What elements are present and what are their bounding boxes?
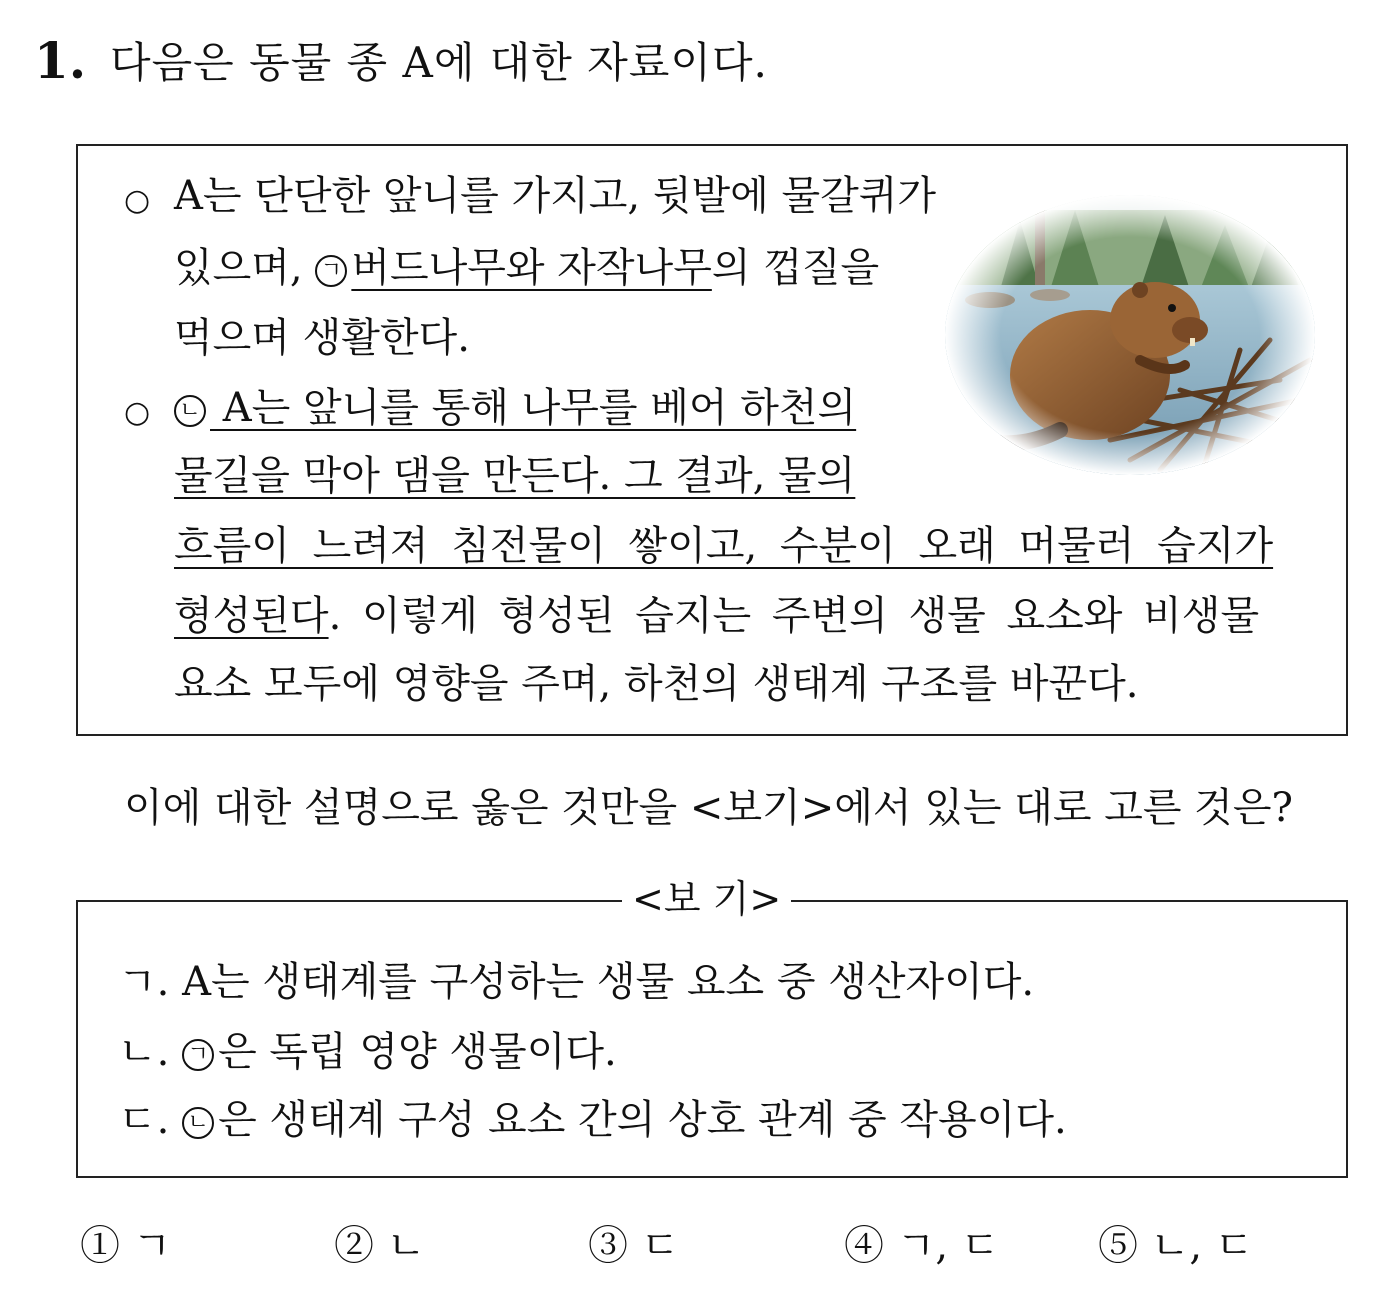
bogi-item-3-text: 은 생태계 구성 요소 간의 상호 관계 중 작용이다.	[218, 1097, 1067, 1143]
option-3-text: ㄷ	[640, 1223, 680, 1269]
bullet-2-icon: ○	[124, 395, 151, 430]
bullet-2-underlined-1: A는 앞니를 통해 나무를 베어 하천의	[210, 385, 857, 431]
bullet-2-line-2: 물길을 막아 댐을 만든다. 그 결과, 물의	[174, 453, 856, 499]
option-5-text: ㄴ, ㄷ	[1150, 1223, 1254, 1269]
option-5[interactable]	[1098, 1223, 1254, 1269]
option-2[interactable]	[334, 1223, 426, 1269]
question-number: 1.	[34, 31, 87, 90]
bullet-1-icon: ○	[124, 183, 151, 218]
beaver-illustration	[940, 190, 1320, 480]
bogi-item-1-label: ㄱ.	[118, 959, 170, 1005]
bogi-item-1-text: A는 생태계를 구성하는 생물 요소 중 생산자이다.	[169, 959, 1035, 1005]
bogi-title: <보 기>	[622, 880, 791, 918]
bullet-1-line-3: 먹으며 생활한다.	[174, 315, 470, 361]
beaver-image	[940, 190, 1320, 480]
underlined-trees: 버드나무와 자작나무	[351, 245, 712, 291]
bogi-item-1	[118, 959, 1035, 1005]
option-5-number: ⑤	[1098, 1223, 1138, 1269]
option-4-number: ④	[844, 1223, 884, 1269]
marker-nieun: ㄴ	[174, 395, 206, 427]
bullet-1-line-2-post: 의 껍질을	[711, 245, 880, 291]
bullet-2-line-4-rest: . 이렇게 형성된 습지는 주변의 생물 요소와 비생물	[328, 593, 1260, 639]
option-1-text: ㄱ	[132, 1223, 172, 1269]
question-title: 다음은 동물 종 A에 대한 자료이다.	[110, 38, 768, 87]
bullet-2-line-5: 요소 모두에 영향을 주며, 하천의 생태계 구조를 바꾼다.	[174, 661, 1139, 707]
marker-giyeok: ㄱ	[315, 255, 347, 287]
bogi-item-3	[118, 1097, 1067, 1143]
option-2-number: ②	[334, 1223, 374, 1269]
bullet-2-line-3: 흐름이 느려져 침전물이 쌓이고, 수분이 오래 머물러 습지가	[174, 523, 1274, 569]
option-2-text: ㄴ	[386, 1223, 426, 1269]
bogi-item-2-text: 은 독립 영양 생물이다.	[218, 1029, 617, 1075]
option-1-number: ①	[80, 1223, 120, 1269]
bullet-1-line-2-pre: 있으며,	[174, 245, 316, 291]
option-3-number: ③	[588, 1223, 628, 1269]
option-4-text: ㄱ, ㄷ	[896, 1223, 1000, 1269]
bogi-item-3-space	[169, 1097, 182, 1143]
question-prompt: 이에 대한 설명으로 옳은 것만을 <보기>에서 있는 대로 고른 것은?	[124, 785, 1293, 831]
bogi-marker-giyeok: ㄱ	[182, 1039, 214, 1071]
bogi-item-3-label: ㄷ.	[118, 1097, 170, 1143]
bullet-1-line-1: A는 단단한 앞니를 가지고, 뒷발에 물갈퀴가	[174, 173, 937, 219]
bogi-item-2-space	[169, 1029, 182, 1075]
bullet-2-line-1	[174, 385, 857, 431]
bogi-item-2-label: ㄴ.	[118, 1029, 170, 1075]
bogi-marker-nieun: ㄴ	[182, 1107, 214, 1139]
option-4[interactable]	[844, 1223, 1000, 1269]
bogi-item-2	[118, 1029, 617, 1075]
option-3[interactable]	[588, 1223, 680, 1269]
bullet-1-line-2	[174, 245, 880, 291]
bullet-2-underlined-4: 형성된다	[174, 593, 329, 639]
option-1[interactable]	[80, 1223, 172, 1269]
bullet-2-line-4	[174, 593, 1260, 639]
